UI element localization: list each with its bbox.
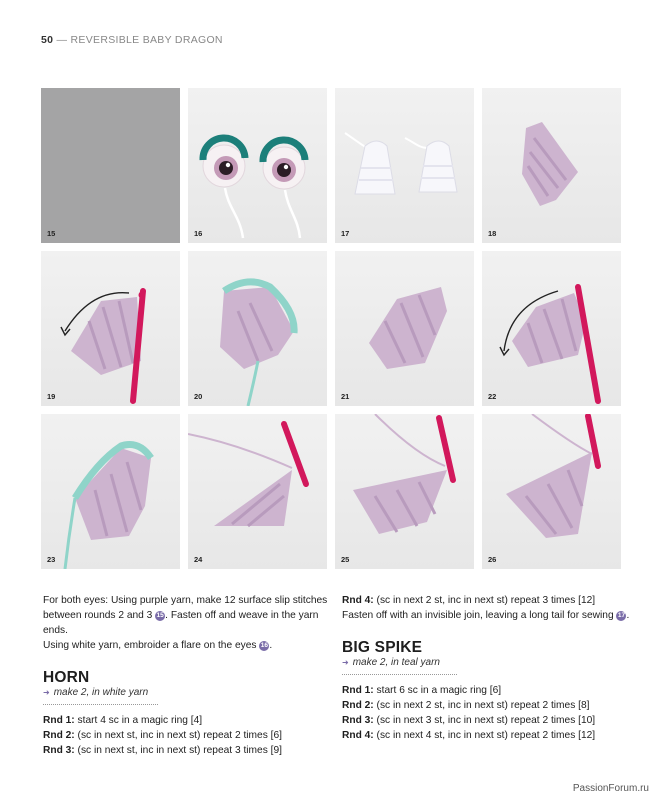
crochet-horns-illustration: [335, 88, 474, 243]
left-column: [43, 593, 333, 758]
round-text: (sc in next 3 st, inc in next st) repeat 2 times [10]: [376, 715, 596, 726]
photo-number: 23: [47, 555, 56, 564]
horn-title: HORN: [43, 669, 90, 686]
photo-number: 25: [341, 555, 350, 564]
crochet-piece-illustration: [482, 88, 621, 243]
round-line: [342, 713, 632, 728]
crochet-teal-edge-illustration: [41, 414, 180, 569]
photo-25: [335, 414, 474, 569]
round-line: [342, 683, 632, 698]
right-column: [342, 593, 632, 743]
photo-number: 17: [341, 229, 350, 238]
photo-21: [335, 251, 474, 406]
photo-number: 16: [194, 229, 203, 238]
eyes-text: Using white yarn, embroider a flare on the eyes: [43, 640, 257, 651]
photo-number: 24: [194, 555, 203, 564]
watermark: PassionForum.ru: [572, 783, 649, 794]
crochet-teal-edge-illustration: [188, 251, 327, 406]
fasten-text: Fasten off with an invisible join, leaving a long tail for sewing: [342, 610, 614, 621]
big-spike-title: BIG SPIKE: [342, 639, 423, 656]
photo-number: 22: [488, 392, 497, 401]
eyes-text: For both eyes: Using purple yarn, make 12 surface slip stitches between rounds 2 and 3: [43, 595, 328, 621]
round-label: Rnd 3:: [342, 715, 374, 726]
crochet-with-hook-illustration: [41, 251, 180, 406]
crochet-with-hook-illustration: [482, 251, 621, 406]
horn-subtitle-text: make 2, in white yarn: [53, 687, 149, 698]
photo-20: [188, 251, 327, 406]
round-text: (sc in next 4 st, inc in next st) repeat 2 times [12]: [376, 730, 596, 741]
page-number: 50: [41, 34, 54, 46]
photo-number: 26: [488, 555, 497, 564]
arrow-right-icon: ➜: [43, 688, 50, 697]
header-separator: —: [56, 34, 68, 46]
crochet-eyes-illustration: [188, 88, 327, 243]
photo-number: 19: [47, 392, 56, 401]
dotted-divider: [342, 674, 457, 675]
crochet-triangle-illustration: [188, 414, 327, 569]
header-title: REVERSIBLE BABY DRAGON: [70, 34, 223, 46]
horn-subtitle: [43, 685, 333, 700]
round-label: Rnd 2:: [43, 730, 75, 741]
round-text: (sc in next 2 st, inc in next st) repeat 3 times [12]: [376, 595, 596, 606]
photo-ref-badge: 17: [617, 612, 626, 619]
photo-24: [188, 414, 327, 569]
big-spike-subtitle-text: make 2, in teal yarn: [352, 657, 440, 668]
photo-number: 15: [47, 229, 56, 238]
round-text: start 4 sc in a magic ring [4]: [77, 715, 203, 726]
round-text: (sc in next st, inc in next st) repeat 2 times [6]: [77, 730, 282, 741]
running-header: [41, 34, 223, 46]
round-text: start 6 sc in a magic ring [6]: [376, 685, 502, 696]
photo-ref-badge: 15: [156, 612, 164, 619]
dotted-divider: [43, 704, 158, 705]
round-line: [43, 713, 333, 728]
photo-number: 18: [488, 229, 497, 238]
round-label: Rnd 2:: [342, 700, 374, 711]
fasten-instructions: [342, 608, 632, 623]
crochet-triangle-illustration: [335, 414, 474, 569]
photo-16: [188, 88, 327, 243]
round-label: Rnd 3:: [43, 745, 75, 756]
round-text: (sc in next st, inc in next st) repeat 3 times [9]: [77, 745, 282, 756]
round-label: Rnd 1:: [43, 715, 75, 726]
photo-17: [335, 88, 474, 243]
round-line: [342, 728, 632, 743]
eyes-text: . Fasten off and weave in the yarn ends.: [43, 610, 319, 636]
round-label: Rnd 4:: [342, 730, 374, 741]
photo-18: [482, 88, 621, 243]
photo-number: 21: [341, 392, 350, 401]
photo-ref-badge: 16: [260, 642, 268, 649]
photo-22: [482, 251, 621, 406]
photo-19: [41, 251, 180, 406]
eyes-text: .: [269, 640, 273, 651]
round-line: [43, 728, 333, 743]
round-line: [342, 698, 632, 713]
photo-15: [41, 88, 180, 243]
round-line: [43, 743, 333, 758]
eyes-instructions-2: [43, 638, 333, 653]
round-label: Rnd 4:: [342, 595, 374, 606]
arrow-right-icon: ➜: [342, 658, 349, 667]
photo-number: 20: [194, 392, 203, 401]
round-label: Rnd 1:: [342, 685, 374, 696]
eyes-instructions: [43, 593, 333, 638]
round-line: [342, 593, 632, 608]
crochet-piece-illustration: [335, 251, 474, 406]
crochet-triangle-illustration: [482, 414, 621, 569]
big-spike-subtitle: [342, 655, 632, 670]
round-text: (sc in next 2 st, inc in next st) repeat 2 times [8]: [376, 700, 590, 711]
fasten-text: .: [626, 610, 630, 621]
photo-26: [482, 414, 621, 569]
photo-23: [41, 414, 180, 569]
